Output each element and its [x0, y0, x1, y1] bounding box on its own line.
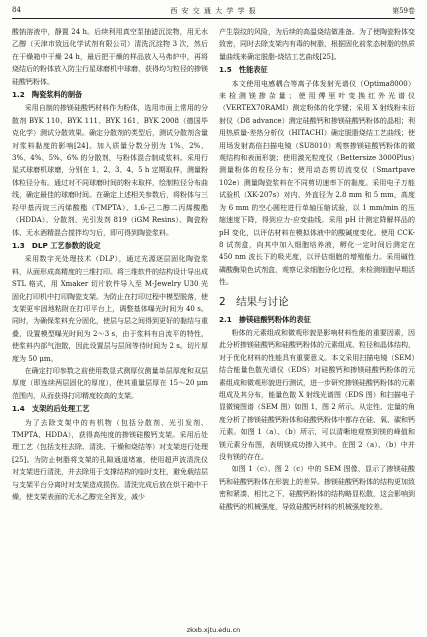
section-heading-1-3: 1.3 DLP 工艺参数的设定: [12, 240, 101, 250]
journal-title: 西 安 交 通 大 学 学 报: [170, 7, 257, 15]
paragraph-results-a: 粉体的元素组成和微观形貌是影响材料性能的重要因素，因此分析掺镁硅酸钙和硅酸钙粉体的元素组成、粒径和晶体结构，对于优化材料的性能具有重要意义。本文采用扫描电镜（SEM）结合能量色散光谱仪（EDS）对硅酸钙和掺镁硅酸钙粉体的元素组成和微观形貌进行测试，进一步研究掺镁硅酸钙粉体的元素组成及其分布，能量色散 X 射线光谱图（EDS 图）和扫描电子显微镜图谱（SEM 图）如图 1、图 2 所示。从定性、定量的角度分析了掺镁硅酸钙粉体和硅酸钙粉体中都存在硅、氧、碳和钙元素。如图 1（a）、（b）所示，可以清晰地观察到镁的峰值和镁元素分布图，表明镁成功掺入其中。在图 2（a）、（b）中并没有镁的存在。: [219, 328, 415, 461]
paragraph-postprocess: 为了去除支架中的有机物（包括分散剂、光引发剂、TMPTA、HDDA），获得高纯度的掺镁硅酸钙支架。采用后处理工艺（包括支柱去除、清洗、干燥和烧结等）对支架进行处理[25]。为防止树脂将支架的孔隙通道堵塞，使用超声波清洗仪对支架进行清洗，并去除用于支撑结构的临时支柱，避免载结层与支架平台分离时对支架造成损伤。清洗完成后放在烘干箱中干燥，使支架表面的无水乙醇完全挥发，减少: [12, 418, 208, 502]
section-heading-2: 2 结果与讨论: [219, 295, 289, 308]
section-heading-1-4: 1.4 支架的后处理工艺: [12, 404, 90, 414]
page-header: [12, 4, 415, 19]
section-heading-2-1: 2.1 掺镁硅酸钙粉体的表征: [219, 314, 311, 324]
paragraph-results-b: 如图 1（c）、图 2（c）中的 SEM 图像，显示了掺镁硅酸钙和硅酸钙粉体在形貌上的差异。掺镁硅酸钙粉体的结构更加致密和紧凑，相比之下，硅酸钙粉体的结构略显松散，这会影响到硅酸钙的机械强度，导致硅酸钙材料的机械强度较差。: [219, 465, 415, 511]
paragraph-dlp-a: 采用数字光处理技术（DLP），通过光源逐层固化陶瓷浆料，从面形成高精度的三维打印。将三维软件的结构设计导出成 STL 格式，用 Xmaker 切片软件导入至 M-Jewelry U30 光固化打印机中打印陶瓷支架。为防止在打印过程中模型脱落，使支架更牢固地粘附在打印平台上，调整基体曝光时间为 40 s。同时，为确保浆料充分固化，使层与层之间得到更好的黏结与重叠，设置模型曝光时间为 2～3 s，由于浆料有自流平的特性，使浆料内部气泡散，因此设置层与层间等待时间为 2 s。切片厚度为 50 μm。: [12, 255, 208, 363]
paragraph-characterization: 本文使用电感耦合等离子体发射光谱仪（Optima8000）来检测镁掺杂量；使用傅里叶变换红外光谱仪（VERTEX70RAMI）测定粉体的化学键；采用 X 射线粉末衍射仪（D8 advance）测定硅酸钙和掺镁硅酸钙粉体的晶相；利用热质量-差热分析仪（HITACHI）确定脱脂烧结工艺曲线；使用场发射高倍扫描电镜（SU8010）观察掺镁硅酸钙粉体的微观结构和表面形貌；使用激光粒度仪（Bettersize 3000Plus）测量粉体的粒径分布；使用动态剪切流变仪（Smartpave 102e）测量陶瓷浆料在不同剪切速率下的黏度。采用电子万能试验机（XK-207s）对内、外直径为 2.8 mm 和 5 mm，高度为 6 mm 的空心圆柱进行单轴压缩试验，以 1 mm/min 的压缩速度下降，得到应力-应变曲线。采用 pH 计测定降解样品的 pH 变化，以评估材料在模拟体液中的酸碱度变化。使用 CCK-8 试剂盒，向其中加入细胞培养液，孵化一定时间后测定在 450 nm 波长下的吸光度，以评估细胞的增殖能力。采用碱性磷酸酶染色试剂盒，观察记录细胞分化过程，来检测细胞早期活性。: [219, 79, 415, 287]
left-column: [12, 26, 208, 503]
paragraph-continuation: 酸钠溶液中，静置 24 h。后续利用真空泵抽滤沉淀物，用无水乙醇（天津市致远化学试剂有限公司）清洗沉淀物 3 次，然后在干燥箱中干燥 24 h，最后把干燥的样品放入马弗炉中，再将烧结后的粉体放入防尘行星球磨机中球磨，获得均匀粒径的掺镁硅酸钙粉体。: [12, 28, 208, 86]
page-number: 84: [12, 6, 21, 14]
volume-label: 第59卷: [392, 7, 415, 15]
paragraph-slurry: 采用自制的掺镁硅酸钙材料作为粉体，选用市面上常用的分散剂 BYK 110、BYK 111、BYK 161、BYK 2008（德国毕克化学）测试分散效果。确定分散剂的类型后，测试分散剂含量对浆料黏度的影响[24]。加入质量分数分别为 1%、2%、3%、4%、5%、6% 的分散剂，与粉体混合制成浆料。采用行星式球磨机球磨，分别在 1、2、3、4、5 h 定期取样，测量粉体粒径分布。通过对不同球磨时间的粉末取样，绘制粒径分布曲线，确定最佳的球磨时间。在确定上述相关参数后，将粉体与三羟甲基丙烷三丙烯酸酯（TMPTA）、1,6-己二醇二丙烯酸酯（HDDA）、分散剂、光引发剂 819（iGM Resins）、陶瓷粉体、无水酒精混合搅拌均匀后，即可得到陶瓷浆料。: [12, 104, 208, 237]
section-heading-1-5: 1.5 性能表征: [219, 65, 268, 75]
paragraph-continuation-right: 产生裂纹的风险，为后续的高温烧结做准备。为了使陶瓷粉体变致密，同时去除支架内有毒的树脂，根据固化前浆态树脂的热质量曲线来确定脱脂-烧结工艺曲线[25]。: [219, 28, 415, 61]
footer-url: zkxb.xjtu.edu.cn: [186, 626, 241, 634]
section-heading-1-2: 1.2 陶瓷浆料的制备: [12, 90, 83, 100]
paragraph-dlp-b: 在确定打印参数之前使用数显式测厚仪测量单层厚度和双层厚度（即连续两层固化的厚度），使其重量层厚在 15～20 μm 范围内，从而获得打印精度较高的支架。: [12, 366, 208, 400]
right-column: [219, 26, 415, 513]
